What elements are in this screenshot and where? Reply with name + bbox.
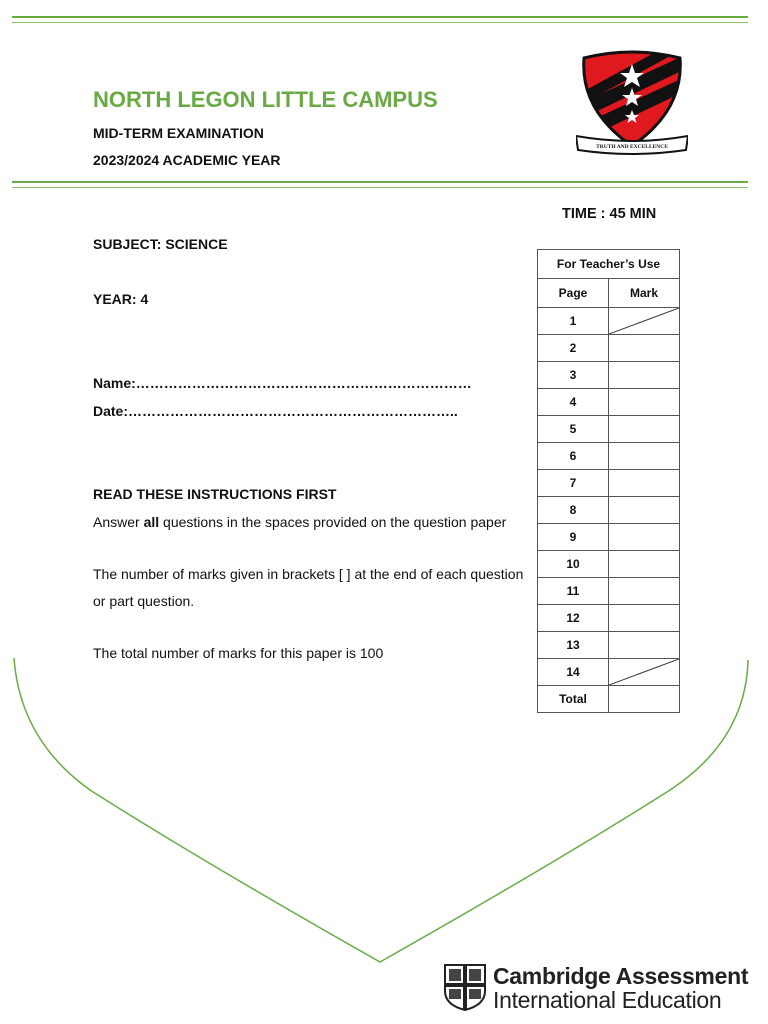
logo-line-2: International Education [493, 987, 722, 1013]
page-number-cell: 1 [538, 308, 609, 335]
page-number-cell: 13 [538, 632, 609, 659]
col-page-header: Page [538, 279, 609, 308]
instruction-line-3: or part question. [93, 593, 195, 609]
mark-cell[interactable] [609, 551, 680, 578]
mark-cell[interactable] [609, 470, 680, 497]
instruction-line-1 [93, 514, 506, 530]
page-number-cell: 8 [538, 497, 609, 524]
mark-cell[interactable] [609, 362, 680, 389]
crest-motto: TRUTH AND EXCELLENCE [596, 144, 668, 150]
cambridge-logo [443, 963, 749, 1013]
decorative-curve-border [0, 640, 768, 970]
header-rule [12, 181, 748, 183]
table-row [538, 578, 680, 605]
instruction-text: questions in the spaces provided on the question paper [159, 514, 507, 530]
mark-cell[interactable] [609, 578, 680, 605]
instruction-line-2: The number of marks given in brackets [ ] at the end of each question [93, 566, 524, 582]
table-row [538, 362, 680, 389]
strike-diagonal [609, 308, 679, 334]
col-mark-header: Mark [609, 279, 680, 308]
mark-cell[interactable] [609, 524, 680, 551]
page-number-cell: 9 [538, 524, 609, 551]
mark-cell[interactable] [609, 416, 680, 443]
mark-cell[interactable] [609, 308, 680, 335]
instructions-heading: READ THESE INSTRUCTIONS FIRST [93, 486, 337, 502]
exam-type: MID-TERM EXAMINATION [93, 125, 264, 141]
page-number-cell: 5 [538, 416, 609, 443]
mark-cell[interactable] [609, 443, 680, 470]
table-row [538, 308, 680, 335]
table-row [538, 443, 680, 470]
table-row [538, 551, 680, 578]
table-body [538, 308, 680, 686]
page-number-cell: 10 [538, 551, 609, 578]
logo-line-1: Cambridge Assessment [493, 963, 749, 989]
page-number-cell: 14 [538, 659, 609, 686]
school-crest-logo [576, 50, 688, 158]
page-number-cell: 12 [538, 605, 609, 632]
exam-time: TIME : 45 MIN [562, 206, 657, 222]
subject-label: SUBJECT: SCIENCE [93, 236, 228, 252]
page-number-cell: 11 [538, 578, 609, 605]
page-number-cell: 2 [538, 335, 609, 362]
date-field[interactable]: Date:…………………………………………………………….. [93, 403, 458, 419]
total-label: Total [538, 686, 609, 713]
mark-cell[interactable] [609, 389, 680, 416]
name-field[interactable]: Name:……………………………………………………………… [93, 375, 472, 391]
instruction-text: Answer [93, 514, 144, 530]
instruction-line-4: The total number of marks for this paper is 100 [93, 645, 384, 661]
cambridge-shield-icon [443, 963, 487, 1011]
instruction-emphasis: all [143, 514, 160, 530]
table-row [538, 524, 680, 551]
page-number-cell: 6 [538, 443, 609, 470]
table-row [538, 470, 680, 497]
mark-cell[interactable] [609, 497, 680, 524]
table-row [538, 497, 680, 524]
page-number-cell: 7 [538, 470, 609, 497]
academic-year: 2023/2024 ACADEMIC YEAR [93, 152, 281, 168]
top-rule [12, 16, 748, 18]
school-name: NORTH LEGON LITTLE CAMPUS [93, 87, 438, 112]
year-label: YEAR: 4 [93, 291, 149, 307]
mark-cell[interactable] [609, 335, 680, 362]
mark-cell[interactable] [609, 605, 680, 632]
table-row [538, 416, 680, 443]
table-title: For Teacher’s Use [538, 250, 680, 279]
top-rule-2 [12, 22, 748, 23]
page-number-cell: 4 [538, 389, 609, 416]
table-row [538, 389, 680, 416]
table-row [538, 335, 680, 362]
table-row [538, 605, 680, 632]
header-rule-2 [12, 187, 748, 188]
page-number-cell: 3 [538, 362, 609, 389]
